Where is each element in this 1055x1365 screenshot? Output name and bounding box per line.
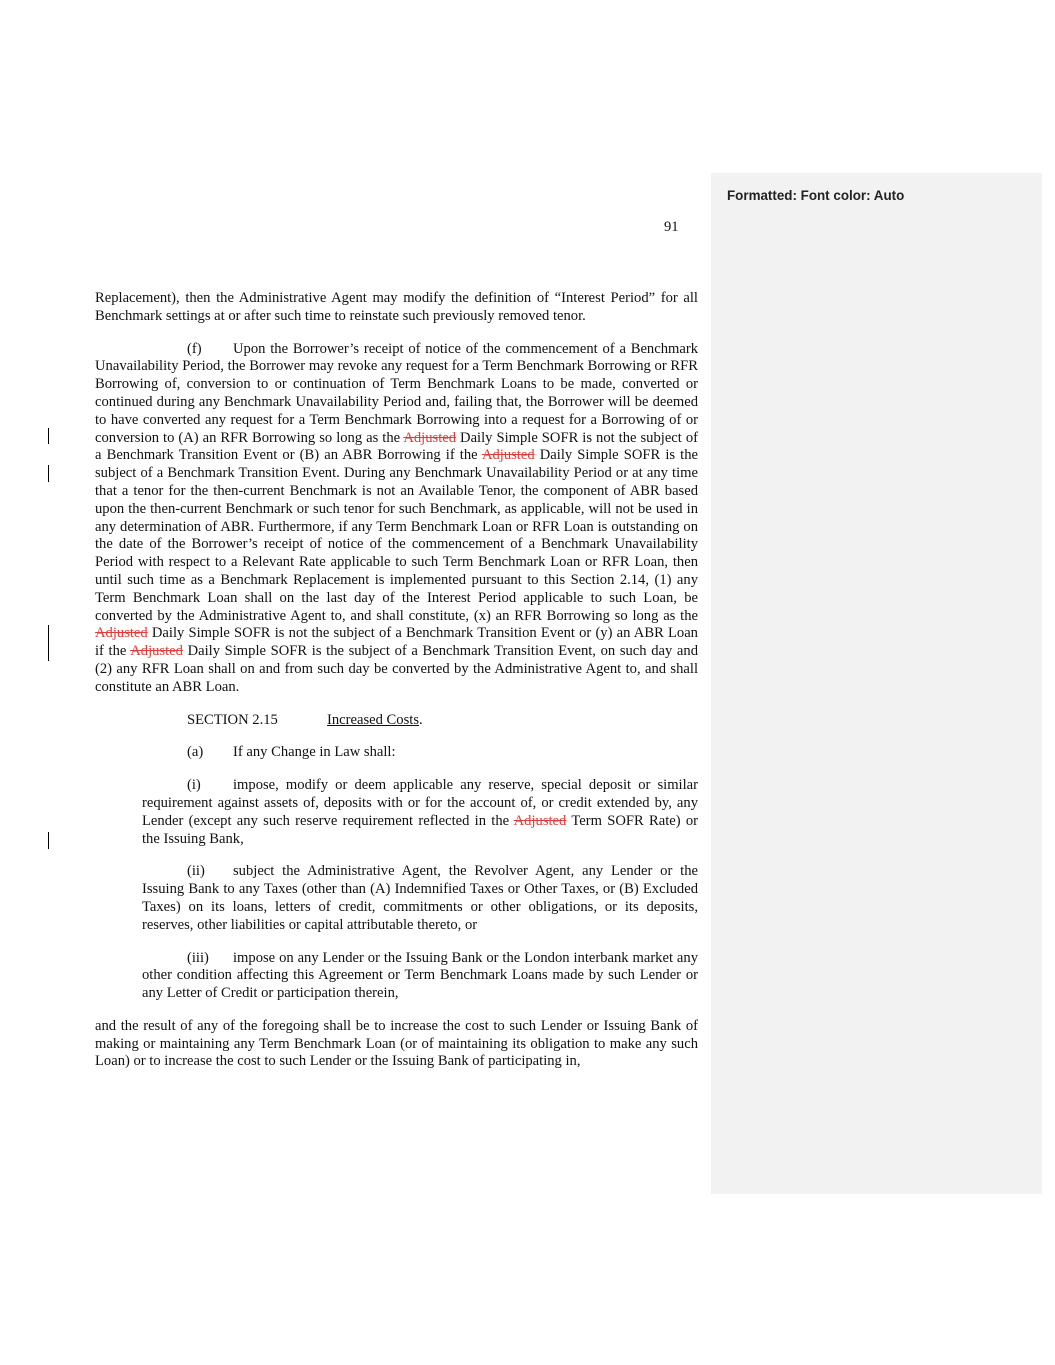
paragraph-f-text-4: Daily Simple SOFR is not the subject of a Benchmark Transition Event or (y) an ABR Loan if the	[95, 625, 698, 660]
deleted-text: Adjusted	[513, 812, 567, 829]
comment-pane	[711, 173, 1042, 1194]
clause-i-label: (i)	[187, 777, 201, 794]
clause-i-text-1: impose, modify or deem applicable any reserve, special deposit or similar requirement against assets of, deposits with or for the account of, or credit extended by, any Lender (except any such reserve requirement reflected in the	[142, 777, 698, 829]
paragraph-f-text-2: Daily Simple SOFR is not the subject of a Benchmark Transition Event or (B) an ABR Borrowing if the	[95, 429, 698, 464]
clause-ii	[95, 863, 698, 934]
clause-ii-text: subject the Administrative Agent, the Revolver Agent, any Lender or the Issuing Bank to any Taxes (other than (A) Indemnified Taxes or Other Taxes, or (B) Excluded Taxes) on its loans, letters of credit, commitments or other obligations, or its deposits, reserves, other liabilities or capital attributable thereto, or	[142, 863, 698, 933]
clause-i-text-2: Term SOFR Rate) or the Issuing Bank,	[142, 812, 699, 847]
paragraph-a	[95, 744, 698, 762]
section-heading	[95, 712, 698, 730]
section-number: SECTION 2.15	[187, 711, 278, 728]
paragraph-f-label: (f)	[187, 340, 202, 357]
document-body	[95, 290, 698, 1086]
paragraph-a-text: If any Change in Law shall:	[233, 744, 396, 761]
page-number: 91	[664, 219, 679, 235]
paragraph-f-text-5: Daily Simple SOFR is the subject of a Benchmark Transition Event, on such day and (2) any RFR Loan shall on and from such day be converted by the Administrative Agent to, and shall constitute an ABR Loan.	[95, 643, 698, 695]
clause-i	[95, 777, 698, 848]
clause-iii-label: (iii)	[187, 949, 209, 966]
clause-ii-label: (ii)	[187, 863, 205, 880]
deleted-text: Adjusted	[403, 429, 457, 446]
section-title-period: .	[419, 711, 423, 728]
paragraph-continuation: Replacement), then the Administrative Agent may modify the definition of “Interest Period” for all Benchmark settings at or after such time to reinstate such previously removed tenor.	[95, 290, 698, 324]
paragraph-f-text-3: Daily Simple SOFR is the subject of a Benchmark Transition Event. During any Benchmark Unavailability Period or at any time that a tenor for the then-current Benchmark is not an Available Tenor, the component of ABR based upon the then-current Benchmark or such tenor for such Benchmark, as applicable, will not be used in any determination of ABR. Furthermore, if any Term Benchmark Loan or RFR Loan is outstanding on the date of the Borrower’s receipt of notice of the commencement of a Benchmark Unavailability Period with respect to a Relevant Rate applicable to such Term Benchmark Loan or RFR Loan, then until such time as a Benchmark Replacement is implemented pursuant to this Section 2.14, (1) any Term Benchmark Loan shall on the last day of the Interest Period applicable to such Loan, be converted by the Administrative Agent to, and shall constitute, (x) an RFR Borrowing so long as the	[95, 447, 699, 624]
change-bar	[48, 465, 49, 482]
deleted-text: Adjusted	[481, 447, 535, 464]
section-title: Increased Costs	[327, 711, 419, 728]
paragraph-result: and the result of any of the foregoing shall be to increase the cost to such Lender or Issuing Bank of making or maintaining any Term Benchmark Loan (or of maintaining its obligation to make any such Loan) or to increase the cost to such Lender or the Issuing Bank of participating in,	[95, 1017, 698, 1070]
deleted-text: Adjusted	[130, 643, 183, 660]
paragraph-a-label: (a)	[187, 744, 204, 761]
deleted-text: Adjusted	[95, 625, 148, 642]
clause-iii	[95, 950, 698, 1003]
comment-header: Formatted: Font color: Auto	[727, 188, 905, 203]
clause-iii-text: impose on any Lender or the Issuing Bank or the London interbank market any other condition affecting this Agreement or Term Benchmark Loans made by such Lender or any Letter of Credit or participation therein,	[142, 949, 698, 1002]
paragraph-f	[95, 341, 698, 697]
change-bar	[48, 832, 49, 849]
change-bar	[48, 625, 49, 661]
paragraph-f-text-1: Upon the Borrower’s receipt of notice of the commencement of a Benchmark Unavailability Period, the Borrower may revoke any request for a Term Benchmark Borrowing or RFR Borrowing of, conversion to or continuation of Term Benchmark Loans to be made, converted or continued during any Benchmark Unavailability Period and, failing that, the Borrower will be deemed to have converted any request for a Term Benchmark Borrowing into a request for a Borrowing of or conversion to (A) an RFR Borrowing so long as the	[95, 340, 698, 446]
change-bar	[48, 428, 49, 444]
